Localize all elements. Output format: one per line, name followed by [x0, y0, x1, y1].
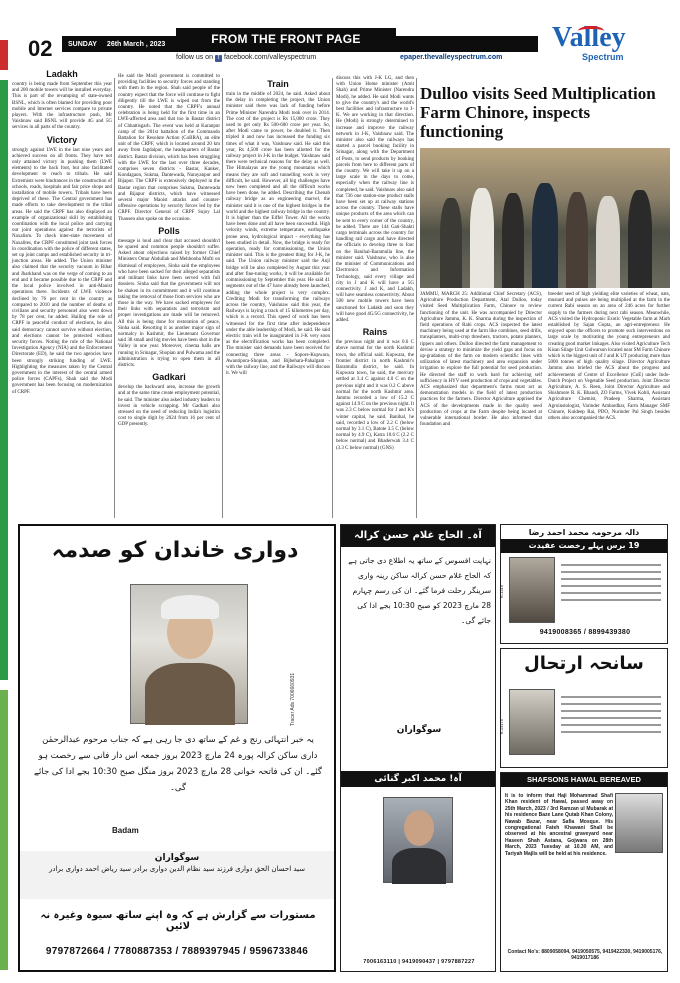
ad-body: It is to inform that Haji Mohammad Shafi Khan resident of Hawal, passed away on 25th March, 2023 / 3rd Ramzan ul Mubarak at his residence Baze Lane Qutab Khan Colony, Nawab Bazar, near Safia Mosque. His congregational Fateh Khawani Shall be observed at his ancestral graveyard near Haseen Shah Astana, Gojwara on 28th March, 2023 Tuesday at 10.30 AM, and Tariyah Majlis will be held at his residence. [505, 793, 613, 857]
article-column [12, 66, 112, 521]
story-photo [420, 148, 670, 288]
ad-code: R-13175 [499, 719, 504, 735]
contact-phones: Contact No's: 8809058094, 9419050575, 9419422330, 9419005176, 9419017186 [507, 949, 663, 961]
article-text: train in the middle of 2024, he said. Asked about the delay in completing the project, the Union minister said there was lack of funding before Prime Minister Narendra Modi took over in 2014. The cost of the project is Rs 15,000 crore. They used to get only Rs 500-600 crore per year. So, after Modi came to power, he doubled it. Then tripled it and now has increased the funding six times of what it was, Vaishnaw said. He said this year, Rs 4,500 crore has been allotted for the railway project in J-K in the budget. Vaishnaw said there were technical reasons for the delay as well. The Himalayas are the young mountains which means they are soft and tunnelling work is very difficult, he said. However, all big challenges have now been completed and all the difficult works have been done, he added. Describing the Chenab railway bridge as an engineering marvel, the minister said it is one of the highest bridges in the world and the highest railway bridge in the country. It is higher than the Eiffel Tower. All the works have been done and all have been successful. High velocity winds, extreme temperature, earthquake prone area, hydrological impact - everything has been studied in detail. Now, the bridge is ready for operation, ready for commissioning, the Union minister said. This is the greatest thing for J-K, he said. The Union railway minister said the Anji bridge will be also completed by August this year and after fine-tuning works, it will be available for commissioning by September this year. He said 41 segments out of the 47 have already been launched, adding the whole project is very complex. Crediting Modi for transforming the railways across the country, Vaishnaw said this year, the Railways is laying a track of 15 kilometres per day, which is a record. This speed of work has been witnessed for the first time after independence under the able leadership of Modi, he said. He said electric train will be inaugurated in J-K very soon as the electrification works has been completed. The minister said demands have been received for connecting three areas - Sopore-Kupwara, Awantipora-Shopian, and Bijbehara-Pahalgam - with the railway line, and the Railways will discuss it. We will [226, 92, 330, 377]
section-banner: FROM THE FRONT PAGE [176, 28, 396, 50]
day-label: SUNDAY [68, 40, 97, 48]
ad-title: دالہ مرحومہ محمد احمد رضا [528, 528, 640, 537]
ad-title-bar: آہ! محمد اکبر گنائی [341, 771, 495, 787]
article-text: breeder seed of high yielding elite varieties of wheat, oats, mustard and pulses are being multiplied at the farm in the current Rabi season on an area of 246 acres for further supply to the farmers during next rabi season. Meanwhile, ACS visited the Hydroponic Exotic Vegetable farm at Marh established by Sajan Gupta, an agri-entrepreneur. He enjoyed upon the officers to promote such interventions on large scale by motivating the young entrepreneurs and creating good market linkages. Also visited Agriculture Tech Kisan Silage Unit Gulwarson located near SM Farm Chinore which is the biggest unit of J and K UT producing more than 5000 tonnes of high quality silage. Director Agriculture Jammu also briefed the ACS about the progress and achievements of Centre of Excellence (CoE) under Indo-Dutch Project on Vegetable Seed production. Joint Director Agriculture, A. S. Reen, Joint Director Agriculture and Shishmore R. K. Bhandi, ZO Farms, Vivek Kohli, Assistant Agriculture Chemist, Pradeep Sharma, Assistant Agroinstologist, Varinder Ambardhar, Farm Manager SMF Chinore, Kuldeep Rai, PDO, Nurinder Pal Singh besides others also accompanied the ACS. [548, 292, 670, 422]
tracer-label: Tracer Ads 7006660931 [290, 672, 296, 726]
mourners-title: سوگواران [396, 725, 442, 735]
portrait-photo [383, 797, 453, 883]
contact-phones: 7006163110 | 9419090437 | 9797887227 [363, 959, 475, 965]
article-text: strongly against LWE in the last nine years and achieved success on all fronts. They have not only attained victory in pushing them (LWE elements) to the back foot, but also facilitated development to reach to tribals. He said Extremists were hindrances in the construction of schools, roads, hospitals and fair price shops and installation of mobile towers. Tribals have been deprived of these. The Central government has made efforts to take development to the tribal areas. He said the CRPF has also displayed an example of organizational skill by establishing coordination with the local police and carrying out joint operations against the terrorists of Naxalism. To check inter-state movement of Naxalites, the CRPF constituted joint task forces in coordination with the police of different states, set up joint camps and established security in tri-junction areas. He added. The Union minister also claimed that the security vacuum in Bihar and Jharkhand was on the verge of coming to an end and it became possible due to the CRPF and the local police involved in anti-Maoist operations there. Incidents of LWE violence declined by 76 per cent in the country as compared to 2010 and the number of deaths of civilians and security personnel also went down by 78 per cent, he added. Hailing the role of CRPF in peaceful conduct of elections, he also said democracy cannot survive without election, and elections cannot be protected without security forces. Noting the role of the National Investigation Agency (NIA) and the Enforcement Directorate (ED), he said the two agencies have been strongly striking funding of LWE. Highlighting the measures taken by the Central government in the interest of the central armed police forces (CAPFs), Shah said the Modi government has been focusing on modernization of CRPF. [12, 147, 112, 395]
article-text: country is being made from September this year and 200 mobile towers will be installed everyday. This is part of the revamping of state-owned BSNL, which is often blamed for providing poor mobile and Internet services compare to private players. With the infrastructure push, Mr Vaishnaw said BSNL will provide 4G and 5G services in all parts of the country. [12, 82, 112, 131]
mourners-block: سوگواران سید احسان الحق دواری فرزند سید نظام الدین دواری برادر سید ریاض احمد دواری برادر [20, 851, 334, 899]
side-color-bar [0, 80, 8, 680]
article-text: discuss this with J-K LG, and then with Union Home minister (Amit Shah) and Prime Minister (Narendra Modi), he added. He said Modi wants to give the country's and the world's best facilities and infrastructure to J-K. We are working in that direction. He (Modi) is strongly determined to increase and improve the railway network in J-K, Vaishnaw said. The minister also said the railways has started a parcel booking facility in Srinagar, along with the Department of Posts, to send products by booking parcels from here to different parts of the country. We will take it up on a large scale in the days to come, especially when the railway line is completed, he said. Vaishnaw also said that 736 one station-one product stalls have been set up at railway stations across the country. These stalls have unique products of the area which can be sent to every corner of the country, he added. There are 144 Gati-Shakti cargo terminals across the country for handling rail cargo and have directed the officials to develop three to four on the Banihal-Baramulla line, the minister said. Vaishnaw, who is also the minister of Communications and Electronics and Information Technology, said every village and city in J and K will have a 5G connectivity. J and K, and Ladakh, will have seamless connectivity. About 500 new mobile towers have been sanctioned for Ladakh and soon they will have good 4G/5G connectivity, he added. [336, 76, 414, 323]
logo: Valley Spectrum [552, 22, 626, 62]
ad-text-lines [561, 559, 661, 621]
article-text: He said the Modi government is committed to providing facilities to security forces and standing with them in the region. Shah said people of the country expect that the force will continue to fight diligently till the LWE is wiped out from the country. He noted that the CRPF's annual celebration is being held for the first time in an LWE-affected area and that too in Bastar district of Chhattisgarh. The event was held at Karanpur camp of the 201st battalion of the Commando Battalion for Resolute Action (CoBRA), an elite unit of the CRPF, which is located around 20 km away from Jagdalpur, the headquarters of Bastar district. Bastar division, which has been struggling with the LWE for the last over three decades, comprises seven districts - Bastar, Kanker, Kondagaon, Sukma, Dantewada, Narayanpur and Bijapur. The CRPF is extensively deployed in the Bastar region that comprises Sukma, Dantewada and Bijapur districts, which have witnessed several major Maoist attacks and counter-offensive operations by security forces led by the CRPF. Director General of CRPF Sujoy Lal Thaosen also spoke on the occasion. [118, 74, 220, 222]
article-heading: Gadkari [152, 372, 186, 383]
portrait-photo [130, 584, 248, 724]
ad-code: R-1319 [499, 585, 504, 599]
ad-footer: مستورات سے گزارش ہے کہ وہ اپنے ساتھ سیوہ وغیرہ نہ لائیں [40, 910, 316, 932]
ad-title-bar: آہ۔ الحاج غلام حسن کرالہ [341, 525, 495, 547]
article-text: JAMMU, MARCH 25: Additional Chief Secretary (ACS), Agriculture Production Department, Atal Dulloo, today visited Seed Multiplication Farm, Chinore to review functioning of the unit. He was accompanied by Director Agriculture Jammu, K. K. Sharma during the inspection of field operations of Rabi crops. ACS inspected the latest machinery being used at the farm like combines, seed drills, transplanters, multi-crop threshers, tractors, potato planters, rippers and others. Dulloo directed the farm management to devise a strategy to minimize the yield gaps and focus on up-gradation of the farm on modern scientific lines with utilization of latest machinery and area expansion under irrigation to explore the full potential for seed production. He directed the staff to work hard for achieving self sufficiency in HYV seed production of crops and vegetables. ACS emphasized that department's farms must act as demonstration models in the field of latest production practices for the farmers. Director Agriculture apprised the ACS of the developments made in the quality seed production of crops at the Farm despite being located at vulnerable international border. He also informed that foundation and [420, 292, 542, 428]
ad-body: نہایت افسوس کے ساتھ یہ اطلاع دی جاتی ہے کہ الحاج غلام حسن کرالہ ساکن رینہ واری سرینگر رحلت فرما گئے۔ ان کی رسم چہارم 28 مارچ 2023 کو صبح 10:30 بجے ادا کی جائے گی۔ [348, 556, 491, 625]
side-color-bar [0, 690, 8, 970]
side-color-bar [0, 40, 8, 70]
portrait-photo [509, 689, 555, 755]
ad-title: دواری خاندان کو صدمہ [51, 538, 299, 563]
column-divider [332, 78, 333, 518]
article-heading: Polls [158, 225, 180, 236]
obituary-ad [500, 648, 668, 768]
obituary-ad [500, 524, 668, 644]
article-column [548, 292, 670, 520]
contact-phones: 9797872664 / 7780887353 / 7889397945 / 9596733846 [45, 946, 309, 957]
article-text: message is loud and clear that accused shouldn't be spared and common people shouldn't suffer. Asked about objections raised by former Chief Ministers Omar Abdullah and Mehbooba Mufti on dismissal of employees, Sinha said the employees who have been sacked for their alleged separatists and militant links have been served with full dossiers. Sinha said that the government will not be shaken in its commitment and it will continue taking the removal of those from services who are those in the way. We have sacked employees for their links with separatists and terrorism and proper investigations are made will be removed. All this is being done for restoration of peace, Sinha said. Resorting it as another major sign of normalcy in Kashmir, the Lieutenant Governor said 38 small and big movies have been shot in the Valley in one year. Moreover, cinema halls are running in Srinagar, Shopian and Pulwama and the administration is trying to open them in all districts. [118, 238, 220, 368]
article-column [118, 74, 220, 522]
article-column [336, 76, 414, 522]
logo-swoosh-icon [578, 26, 604, 36]
facebook-link[interactable]: facebook.com/valleyspectrum [223, 54, 317, 61]
social-follow: follow us on f facebook.com/valleyspectrum [176, 54, 317, 61]
page-number: 02 [28, 36, 53, 61]
article-text: the previous night and it was 0.6 C above normal for the north Kashmir town, the official said. Kupwara, the frontier district in north Kashmir's Baramulla district, he said. In Kupwara town, he said, the mercury settled at 3.4 C against 4.0 C on the previous night and it was 0.2 C above normal for the north Kashmir area. Jammu recorded a low of 15.2 C against 14.9 C on the previous night. It was 2.3 C below normal for J and K's winter capital, he said. Banihal, he said, recorded a low of 2.2 C (below normal by 3.1 C), Batote 3.5 C (below normal by 4.9 C), Katra 10.6 C (2.2 C below normal) and Bhaderwah 3.4 C (3.3 C below normal) (GNS) [336, 340, 414, 451]
ad-title: SHAFSONS HAWAL BEREAVED [501, 773, 667, 787]
article-column [226, 76, 330, 522]
story-headline: Dulloo visits Seed Multiplication Farm Chinore, inspects functioning [420, 84, 656, 141]
obituary-ad [340, 524, 496, 972]
article-heading: Train [267, 79, 289, 89]
portrait-photo [615, 793, 663, 853]
article-heading: Ladakh [46, 69, 78, 79]
contact-phones: 9419008365 / 8899439380 [539, 629, 631, 636]
facebook-icon[interactable]: f [215, 55, 222, 62]
obituary-ad [18, 524, 336, 972]
article-column [420, 292, 542, 520]
date-label: 26th March , 2023 [106, 40, 166, 48]
column-divider [114, 78, 115, 518]
epaper-link[interactable]: epaper.thevalleyspectrum.com [400, 54, 503, 61]
portrait-photo [509, 557, 555, 623]
ad-body: یہ خبر انتہائی رنج و غم کے ساتھ دی جا رہی ہے کہ جناب مرحوم عبدالرحمٰن داری ساکن کرالہ پورہ 24 مارچ 2023 بروز جمعہ اس دار فانی سے رخصت ہو گئے۔ ان کی فاتحہ خوانی 28 مارچ 2023 بروز منگل صبح 10:30 بجے ادا کی جائے گی۔ [34, 735, 322, 793]
column-divider [222, 78, 223, 518]
article-heading: Victory [46, 134, 78, 145]
article-heading: Rains [362, 327, 388, 338]
ad-title: سانحہ ارتحال [524, 653, 644, 674]
article-text: develop the backward area, increase the growth and at the same time create employment potential, he said. The minister also asked industry leaders to invest in vehicle scrapping. Mr Gadkari also stressed on the need of reducing India's logistics cost to single digit by 2024 from 16 per cent of GDP presently. [118, 385, 220, 428]
ad-title-bar: 19 برس پہلے رخصت عقیدت [501, 539, 667, 553]
ad-text-lines [561, 691, 661, 753]
badam-label: Badam [112, 826, 139, 835]
bereavement-ad [500, 772, 668, 972]
column-divider [416, 78, 417, 518]
